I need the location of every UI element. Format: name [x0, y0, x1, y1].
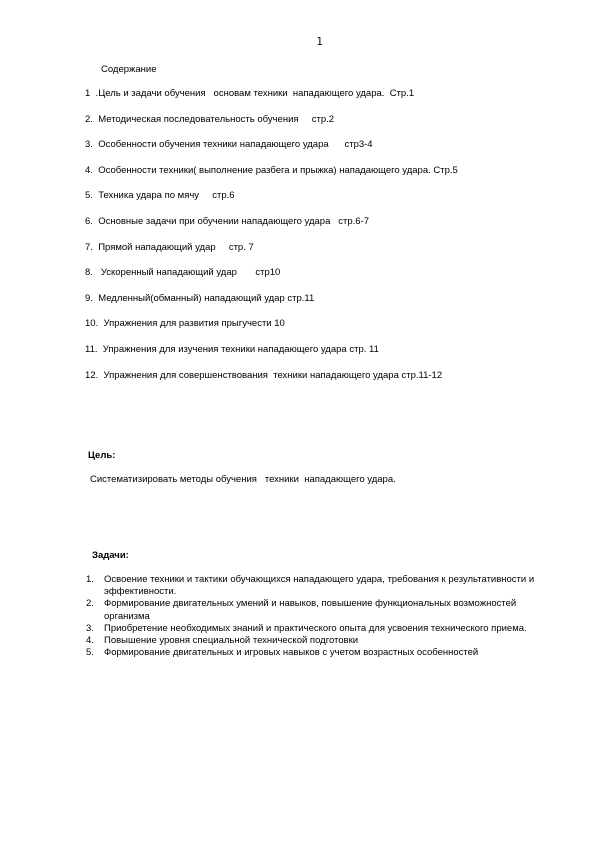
- task-number: 4.: [86, 635, 94, 647]
- task-text: Формирование двигательных умений и навыков, повышение функциональных возможностей организма: [104, 598, 517, 622]
- task-item: [86, 635, 556, 647]
- task-item: [86, 574, 556, 598]
- task-number: 2.: [86, 598, 94, 610]
- task-number: 1.: [86, 574, 94, 585]
- table-of-contents: [85, 88, 458, 395]
- toc-item: 3. Особенности обучения техники нападающего удара стр3-4: [85, 139, 373, 151]
- goal-text: Систематизировать методы обучения техники нападающего удара.: [90, 474, 396, 485]
- task-number: 3.: [86, 622, 94, 634]
- task-text: Приобретение необходимых знаний и практического опыта для усвоения технического приема.: [104, 622, 527, 634]
- toc-title: Содержание: [101, 64, 157, 75]
- toc-item: 10. Упражнения для развития прыгучести 10: [85, 318, 285, 330]
- toc-item: 1 .Цель и задачи обучения основам техники нападающего удара. Стр.1: [85, 88, 415, 99]
- task-item: [86, 598, 556, 622]
- task-text: Формирование двигательных и игровых навыков с учетом возрастных особенностей: [104, 647, 479, 659]
- task-text: Повышение уровня специальной технической подготовки: [104, 635, 359, 647]
- toc-item: 8. Ускоренный нападающий удар стр10: [85, 267, 281, 279]
- toc-item: 6. Основные задачи при обучении нападающего удара стр.6-7: [85, 215, 370, 227]
- task-item: [86, 647, 556, 659]
- toc-item: 12. Упражнения для совершенствования техники нападающего удара стр.11-12: [85, 369, 443, 381]
- toc-item: 2. Методическая последовательность обучения стр.2: [85, 113, 335, 125]
- task-number: 5.: [86, 647, 94, 659]
- toc-item: 5. Техника удара по мячу стр.6: [85, 190, 235, 202]
- toc-item: 9. Медленный(обманный) нападающий удар стр.11: [85, 292, 315, 304]
- tasks-heading: Задачи:: [92, 550, 129, 561]
- toc-item: 11. Упражнения для изучения техники нападающего удара стр. 11: [85, 343, 379, 355]
- goal-heading: Цель:: [88, 450, 116, 461]
- toc-item: 4. Особенности техники( выполнение разбега и прыжка) нападающего удара. Стр.5: [85, 164, 458, 176]
- tasks-list: [86, 574, 556, 659]
- toc-item: 7. Прямой нападающий удар стр. 7: [85, 241, 254, 253]
- page-number: 1: [316, 36, 323, 48]
- task-item: [86, 623, 556, 635]
- task-text: Освоение техники и тактики обучающихся нападающего удара, требования к результативности и эффективности.: [104, 574, 535, 598]
